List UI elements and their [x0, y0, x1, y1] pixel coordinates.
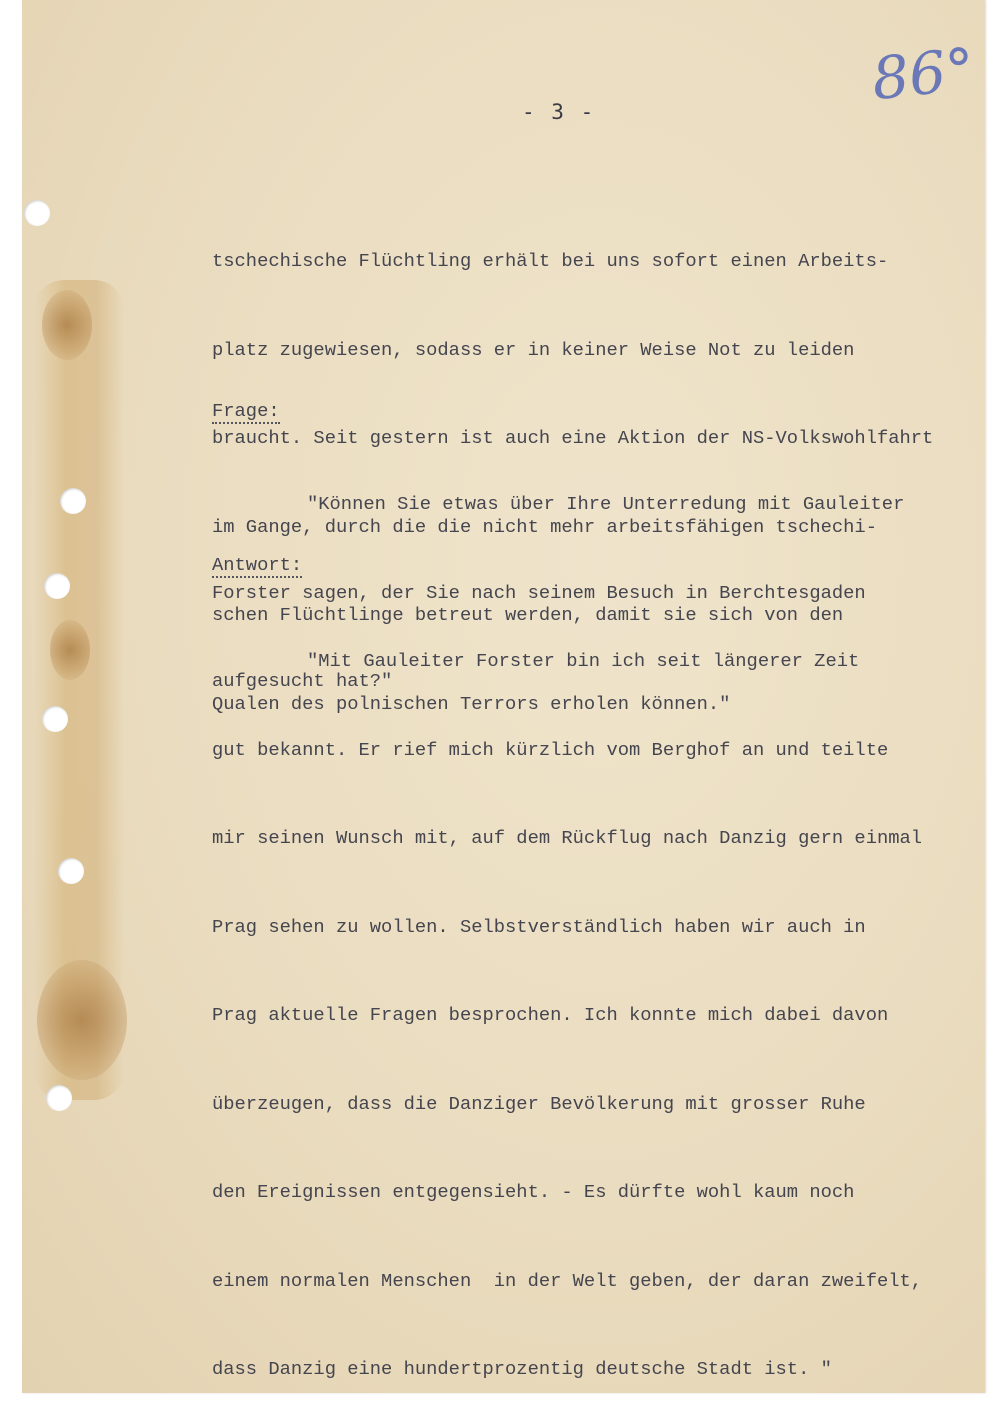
- text-line: Forster sagen, der Sie nach seinem Besuch in Berchtesgaden: [212, 581, 866, 604]
- text-line: tschechische Flüchtling erhält bei uns sofort einen Arbeits-: [212, 250, 889, 272]
- text-line: einem normalen Menschen in der Welt geben, der daran zweifelt,: [212, 1269, 923, 1292]
- page-number: - 3 -: [522, 100, 596, 124]
- text-line: "Können Sie etwas über Ihre Unterredung mit Gauleiter: [307, 493, 905, 515]
- text-line: Prag aktuelle Fragen besprochen. Ich konnte mich dabei davon: [212, 1004, 889, 1026]
- text-line: braucht. Seit gestern ist auch eine Aktion der NS-Volkswohlfahrt: [212, 427, 934, 449]
- text-line: dass Danzig eine hundertprozentig deutsche Stadt ist. ": [212, 1358, 832, 1380]
- punch-hole: [42, 706, 68, 732]
- answer-text: [212, 588, 922, 1414]
- text-line: gut bekannt. Er rief mich kürzlich vom Berghof an und teilte: [212, 738, 889, 761]
- text-line: Prag sehen zu wollen. Selbstverständlich haben wir auch in: [212, 915, 866, 938]
- text-line: mir seinen Wunsch mit, auf dem Rückflug nach Danzig gern einmal: [212, 827, 923, 849]
- text-line: überzeugen, dass die Danziger Bevölkerung mit grosser Ruhe: [212, 1092, 866, 1115]
- punch-hole: [24, 200, 50, 226]
- text-line: Qualen des polnischen Terrors erholen können.": [212, 692, 731, 715]
- text-line: aufgesucht hat?": [212, 670, 393, 692]
- stain-spot: [37, 960, 127, 1080]
- punch-hole: [46, 1085, 72, 1111]
- text-line: "Mit Gauleiter Forster bin ich seit längerer Zeit: [307, 650, 860, 672]
- punch-hole: [44, 573, 70, 599]
- punch-hole: [58, 858, 84, 884]
- text-line: platz zugewiesen, sodass er in keiner Weise Not zu leiden: [212, 338, 855, 361]
- text-line: den Ereignissen entgegensieht. - Es dürfte wohl kaum noch: [212, 1181, 855, 1203]
- text-line: im Gange, durch die die nicht mehr arbeitsfähigen tschechi-: [212, 515, 877, 538]
- stain-spot: [50, 620, 90, 680]
- question-heading: Frage:: [212, 400, 280, 422]
- text-line: schen Flüchtlinge betreut werden, damit sie sich von den: [212, 604, 844, 626]
- punch-hole: [60, 488, 86, 514]
- stain-spot: [42, 290, 92, 360]
- folio-number: 86°: [868, 34, 979, 114]
- answer-heading: Antwort:: [212, 554, 303, 576]
